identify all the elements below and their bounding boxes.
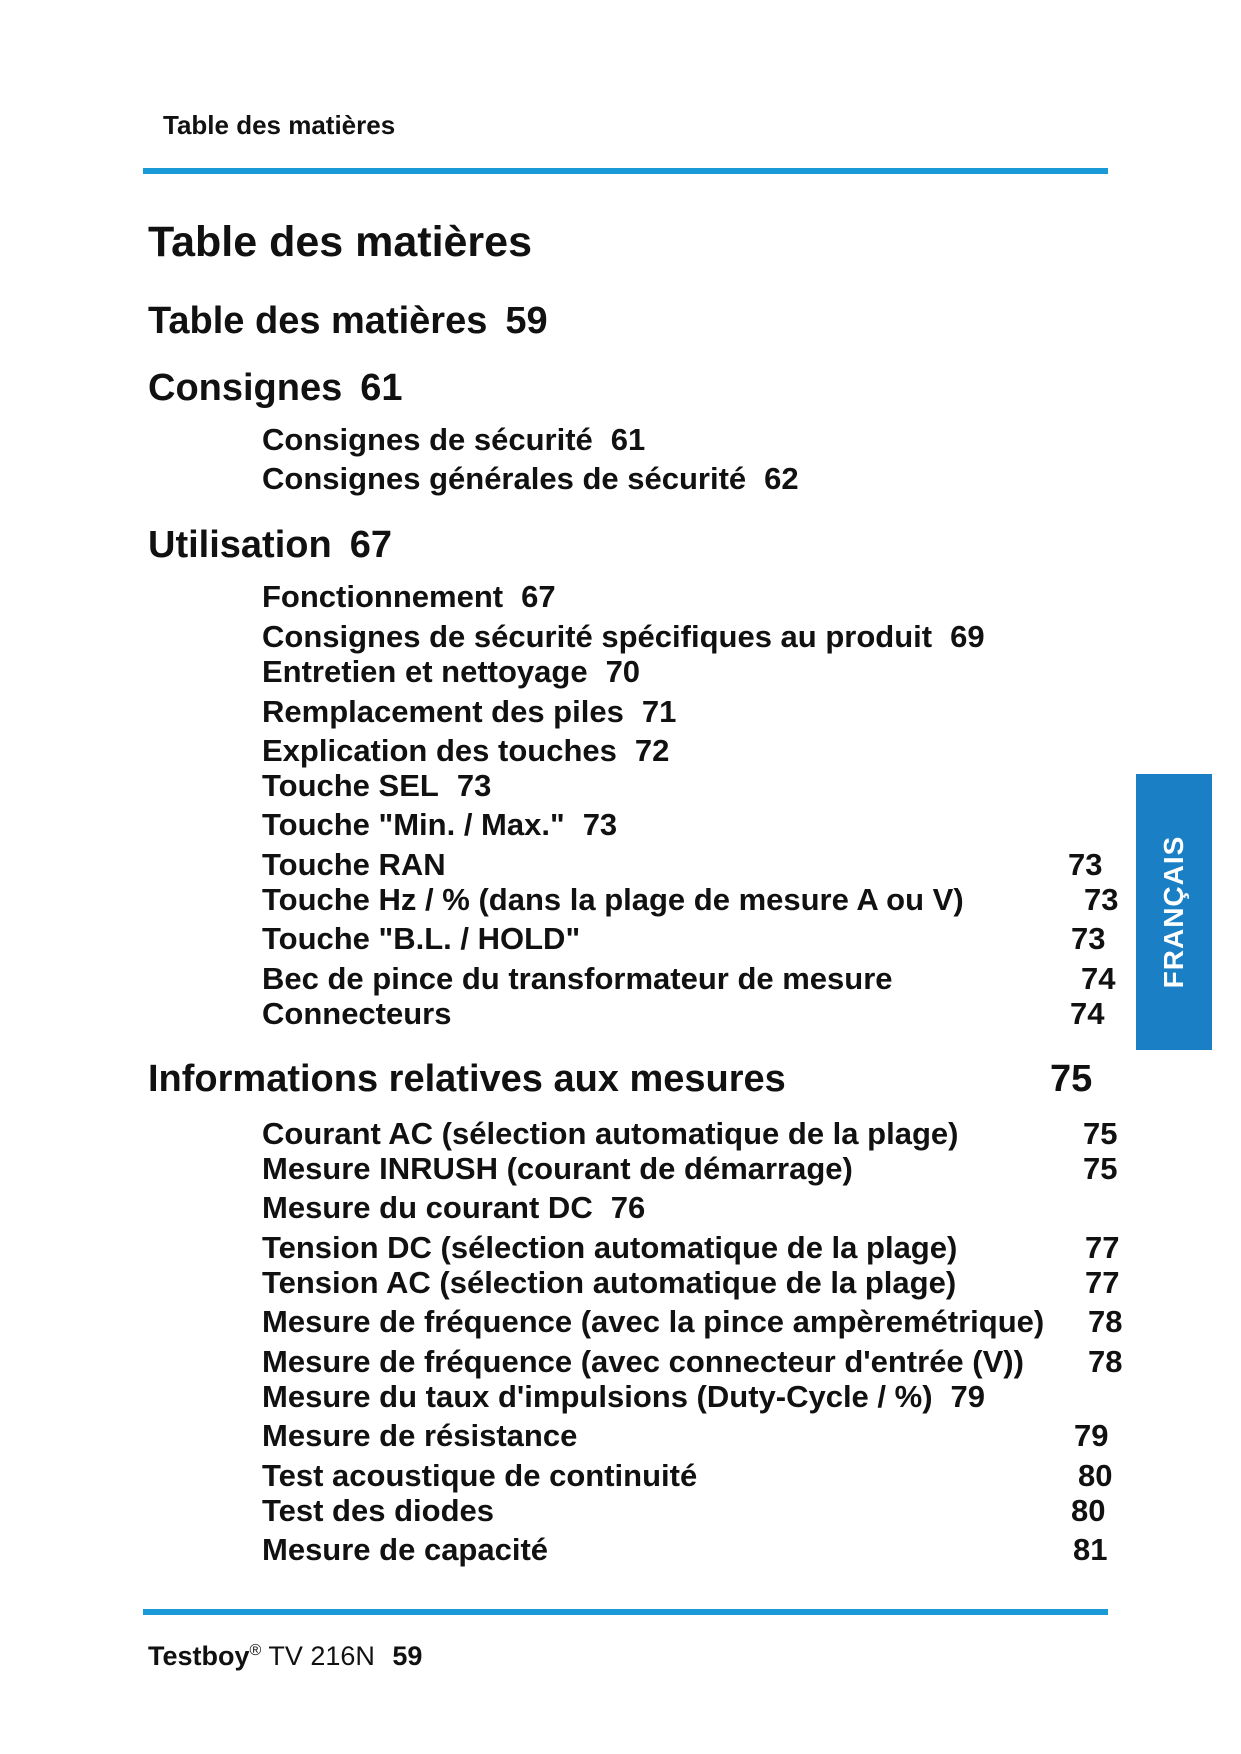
toc-label-level2[interactable]: Touche "B.L. / HOLD" — [262, 921, 581, 956]
toc-label: Entretien et nettoyage — [262, 654, 588, 689]
toc-page: 76 — [610, 1190, 646, 1225]
toc-page: 81 — [1073, 1532, 1108, 1567]
toc-label-level2[interactable]: Connecteurs — [262, 996, 452, 1031]
toc-label-level2[interactable]: Mesure de capacité — [262, 1532, 549, 1567]
toc-page: 73 — [1084, 882, 1119, 917]
toc-label: Touche SEL — [262, 768, 439, 803]
toc-label: Mesure du taux d'impulsions (Duty-Cycle / %) — [262, 1379, 933, 1414]
toc-label: Table des matières — [148, 300, 488, 342]
toc-label: Consignes — [148, 367, 343, 409]
toc-page: 75 — [1050, 1058, 1093, 1100]
toc-page: 67 — [521, 579, 556, 614]
toc-label-level2[interactable]: Test acoustique de continuité — [262, 1458, 698, 1493]
toc-label-level2[interactable]: Mesure INRUSH (courant de démarrage) — [262, 1151, 853, 1186]
toc-entry-level1[interactable] — [148, 367, 403, 410]
toc-page: 80 — [1078, 1458, 1113, 1493]
toc-entry-level1[interactable] — [148, 524, 392, 567]
toc-label: Consignes de sécurité spécifiques au produit — [262, 619, 933, 654]
toc-entry-level2[interactable] — [262, 807, 617, 843]
language-tab — [1136, 774, 1212, 1050]
toc-page: 74 — [1081, 961, 1116, 996]
toc-page: 73 — [456, 768, 492, 803]
toc-label: Fonctionnement — [262, 579, 504, 614]
toc-entry-level2[interactable] — [262, 619, 985, 655]
footer — [148, 1641, 422, 1672]
toc-entry-level2[interactable] — [262, 1190, 645, 1226]
toc-page: 61 — [610, 422, 646, 457]
footer-rule — [143, 1609, 1108, 1615]
toc-label-level2[interactable]: Tension DC (sélection automatique de la plage) — [262, 1230, 958, 1265]
toc-page: 59 — [505, 300, 548, 342]
language-tab-label: FRANÇAIS — [1158, 835, 1189, 989]
toc-label-level2[interactable]: Touche RAN — [262, 847, 446, 882]
footer-model: TV 216N — [268, 1641, 375, 1671]
toc-page: 70 — [605, 654, 641, 689]
toc-page: 78 — [1088, 1304, 1123, 1339]
toc-entry-level2[interactable] — [262, 461, 799, 497]
header-rule — [143, 168, 1108, 174]
toc-label: Utilisation — [148, 524, 332, 566]
toc-label-level2[interactable]: Mesure de résistance — [262, 1418, 578, 1453]
toc-page: 67 — [349, 524, 392, 566]
toc-page: 79 — [1074, 1418, 1109, 1453]
toc-entry-level2[interactable] — [262, 694, 676, 730]
toc-page: 69 — [950, 619, 985, 654]
toc-entry-level2[interactable] — [262, 733, 669, 769]
toc-page: 72 — [634, 733, 670, 768]
toc-label-level1[interactable]: Informations relatives aux mesures — [148, 1058, 786, 1100]
registered-mark: ® — [249, 1642, 262, 1659]
toc-entry-level2[interactable] — [262, 1379, 985, 1415]
toc-label: Consignes de sécurité — [262, 422, 593, 457]
toc-entry-level2[interactable] — [262, 422, 645, 458]
footer-brand: Testboy — [148, 1641, 250, 1671]
toc-page: 75 — [1083, 1116, 1118, 1151]
toc-label: Touche "Min. / Max." — [262, 807, 565, 842]
toc-page: 74 — [1070, 996, 1105, 1031]
toc-label-level2[interactable]: Test des diodes — [262, 1493, 494, 1528]
toc-label: Mesure du courant DC — [262, 1190, 593, 1225]
toc-entry-level2[interactable] — [262, 654, 640, 690]
toc-page: 73 — [582, 807, 618, 842]
running-header: Table des matières — [163, 110, 396, 140]
toc-entry-level1[interactable] — [148, 300, 548, 343]
page-title: Table des matières — [148, 218, 532, 266]
toc-label-level2[interactable]: Mesure de fréquence (avec connecteur d'entrée (V)) — [262, 1344, 1024, 1379]
toc-label-level2[interactable]: Touche Hz / % (dans la plage de mesure A ou V) — [262, 882, 964, 917]
toc-page: 71 — [641, 694, 677, 729]
toc-label-level2[interactable]: Tension AC (sélection automatique de la plage) — [262, 1265, 957, 1300]
toc-page: 78 — [1088, 1344, 1123, 1379]
toc-entry-level2[interactable] — [262, 768, 491, 804]
toc-label-level2[interactable]: Bec de pince du transformateur de mesure — [262, 961, 893, 996]
toc-label: Remplacement des piles — [262, 694, 624, 729]
toc-page: 79 — [950, 1379, 986, 1414]
toc-page: 80 — [1071, 1493, 1106, 1528]
toc-entry-level2[interactable] — [262, 579, 556, 615]
toc-page: 73 — [1068, 847, 1103, 882]
toc-page: 77 — [1085, 1230, 1120, 1265]
toc-page: 77 — [1085, 1265, 1120, 1300]
footer-page-number: 59 — [392, 1641, 423, 1671]
toc-page: 73 — [1071, 921, 1106, 956]
toc-label-level2[interactable]: Courant AC (sélection automatique de la plage) — [262, 1116, 959, 1151]
toc-page: 75 — [1083, 1151, 1118, 1186]
toc-label: Consignes générales de sécurité — [262, 461, 747, 496]
toc-label-level2[interactable]: Mesure de fréquence (avec la pince ampèremétrique) — [262, 1304, 1045, 1339]
toc-page: 62 — [764, 461, 799, 496]
toc-label: Explication des touches — [262, 733, 617, 768]
toc-page: 61 — [360, 367, 403, 409]
